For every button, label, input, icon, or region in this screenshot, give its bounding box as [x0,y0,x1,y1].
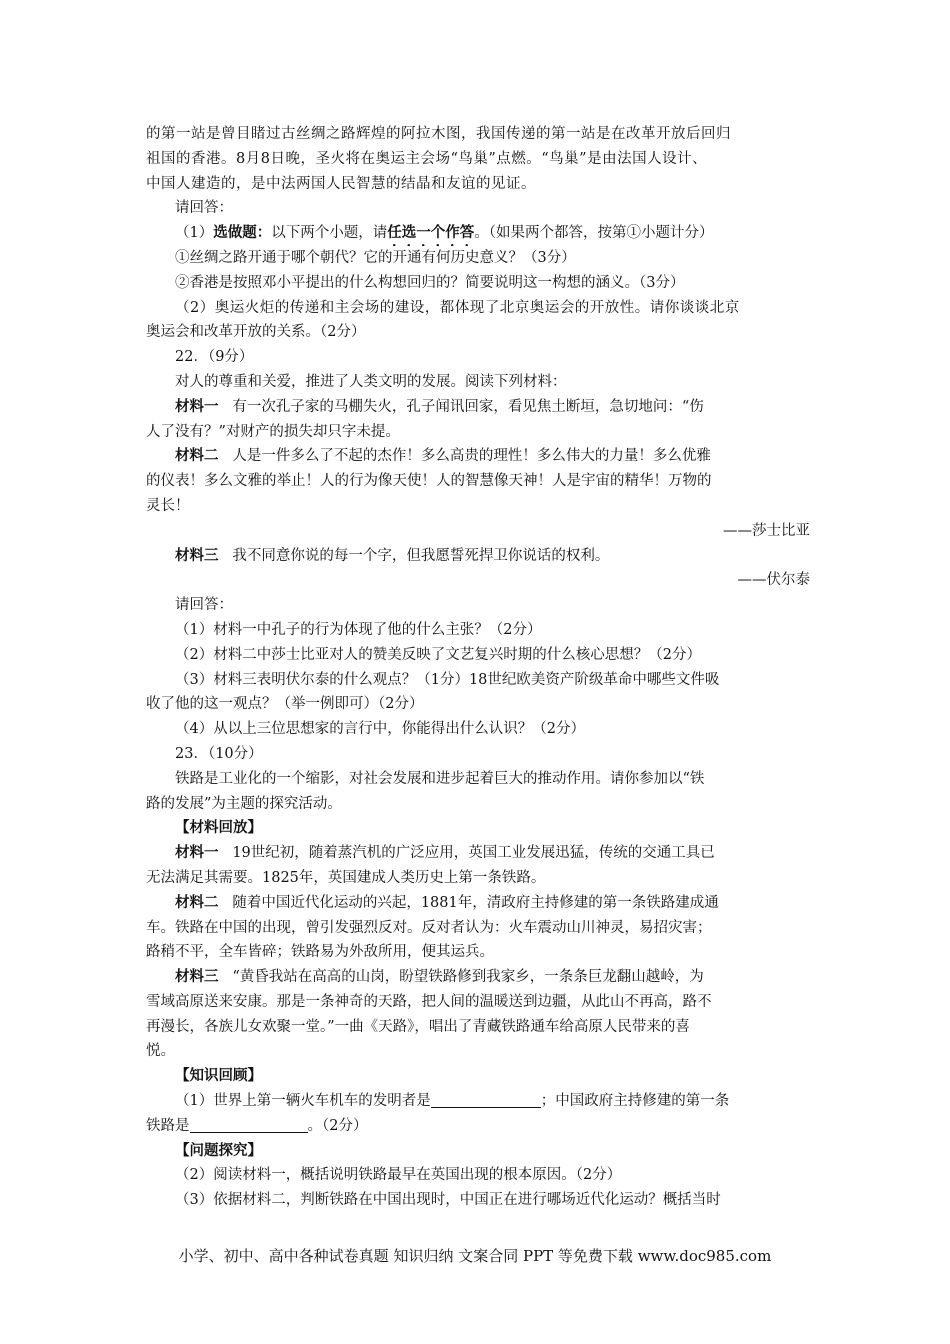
text-line: （2）奥运火炬的传递和主会场的建设，都体现了北京奥运会的开放性。请你谈谈北京 [175,299,740,316]
text-line: 路稍不平，全车皆碎；铁路易为外敌所用，便其运兵。 [146,944,494,961]
text-line: 祖国的香港。8月8日晚，圣火将在奥运主会场“鸟巢”点燃。“鸟巢”是由法国人设计、 [146,150,708,167]
material-text: 19世纪初，随着蒸汽机的广泛应用，英国工业发展迅猛，传统的交通工具已 [232,845,715,862]
fill-blank-line [146,1114,810,1139]
text-line: 请回答： [175,597,233,614]
text-line: ②香港是按照邓小平提出的什么构想回归的？简要说明这一构想的涵义。（3分） [175,274,685,291]
text-line: 铁路是工业化的一个缩影，对社会发展和进步起着巨大的推动作用。请你参加以“铁 [175,770,705,787]
select-question-line [146,221,810,246]
material-line [146,544,810,569]
answer-blank[interactable] [190,1116,308,1133]
section-heading: 【知识回顾】 [175,1067,262,1085]
emphasis-text: 任选一个作答 [387,224,475,242]
text-line: 请回答： [175,200,233,217]
material-line [146,965,810,990]
material-label: 材料一 [175,844,219,862]
material-text: “黄昏我站在高高的山岗，盼望铁路修到我家乡，一条条巨龙翻山越岭，为 [232,969,704,986]
material-line [146,841,810,866]
attribution: ——伏尔泰 [737,572,810,589]
material-label: 材料三 [175,968,219,986]
text-line: 车。铁路在中国的出现，曾引发强烈反对。反对者认为：火车震动山川神灵，易招灾害； [146,919,712,936]
question-line: （3）材料三表明伏尔泰的什么观点？（1分）18世纪欧美资产阶级革命中哪些文件吸 [175,671,720,688]
text-line: 的第一站是曾目睹过古丝绸之路辉煌的阿拉木图，我国传递的第一站是在改革开放后回归 [146,126,731,142]
q-number: （1） [175,225,214,242]
blank-prompt: （1）世界上第一辆火车机车的发明者是 [175,1093,431,1110]
select-text: 以下两个小题，请 [271,225,388,242]
question-line: （2）材料二中莎士比亚对人的赞美反映了文艺复兴时期的什么核心思想？（2分） [175,646,701,663]
text-line: 中国人建造的，是中法两国人民智慧的结晶和友谊的见证。 [146,175,536,192]
text-line: 悦。 [146,1043,175,1060]
text-line: 雪域高原送来安康。那是一条神奇的天路，把人间的温暖送到边疆，从此山不再高，路不 [146,993,712,1010]
text-line: 奥运会和改革开放的关系。（2分） [146,324,366,341]
fill-blank-line [146,1089,810,1114]
blank-prompt: 。（2分） [307,1117,368,1134]
material-line [146,444,810,469]
document-body [146,122,810,1213]
text-line: 对人的尊重和关爱，推进了人类文明的发展。阅读下列材料： [175,373,567,390]
attribution: ——莎士比亚 [723,522,810,539]
text-line: ①丝绸之路开通于哪个朝代？它的开通有何历史意义？（3分） [175,249,576,266]
text-line: 路的发展”为主题的探究活动。 [146,795,342,812]
select-label: 选做题： [213,224,272,242]
question-line: （4）从以上三位思想家的言行中，你能得出什么认识？（2分） [175,721,585,738]
page-footer: 小学、初中、高中各种试卷真题 知识归纳 文案合同 PPT 等免费下载 www.doc985.com [178,1247,772,1265]
section-heading: 【材料回放】 [175,819,262,837]
answer-blank[interactable] [431,1091,541,1108]
select-note: 。（如果两个都答，按第①小题计分） [474,225,714,242]
material-text: 我不同意你说的每一个字，但我愿誓死捍卫你说话的权利。 [232,547,610,564]
material-label: 材料一 [175,397,219,415]
question-line: （2）阅读材料一，概括说明铁路最早在英国出现的根本原因。（2分） [175,1167,622,1184]
question-line: 收了他的这一观点？（举一例即可）（2分） [146,696,424,713]
text-line: 的仪表！多么文雅的举止！人的行为像天使！人的智慧像天神！人是宇宙的精华！万物的 [146,473,712,490]
text-line: 再漫长，各族儿女欢聚一堂。”一曲《天路》，唱出了青藏铁路通车给高原人民带来的喜 [146,1018,690,1035]
material-text: 有一次孔子家的马棚失火，孔子闻讯回家，看见焦土断垣，急切地问：“伤 [232,398,704,415]
material-line [146,891,810,916]
material-line [146,395,810,420]
material-text: 随着中国近代化运动的兴起，1881年，清政府主持修建的第一条铁路建成通 [232,894,719,911]
material-label: 材料二 [175,447,219,465]
material-text: 人是一件多么了不起的杰作！多么高贵的理性！多么伟大的力量！多么优雅 [232,448,711,465]
blank-prompt: 铁路是 [146,1117,190,1134]
blank-prompt: ；中国政府主持修建的第一条 [540,1093,730,1110]
material-label: 材料二 [175,893,219,911]
question-line: （1）材料一中孔子的行为体现了他的什么主张？（2分） [175,621,542,638]
text-line: 无法满足其需要。1825年，英国建成人类历史上第一条铁路。 [146,869,546,886]
text-line: 人了没有？”对财产的损失却只字未提。 [146,423,400,440]
question-number: 22．（9分） [175,349,254,366]
material-label: 材料三 [175,546,219,564]
section-heading: 【问题探究】 [175,1141,262,1159]
text-line: 灵长！ [146,497,190,514]
question-number: 23．（10分） [175,745,263,762]
question-line: （3）依据材料二，判断铁路在中国出现时，中国正在进行哪场近代化运动？概括当时 [175,1192,721,1209]
